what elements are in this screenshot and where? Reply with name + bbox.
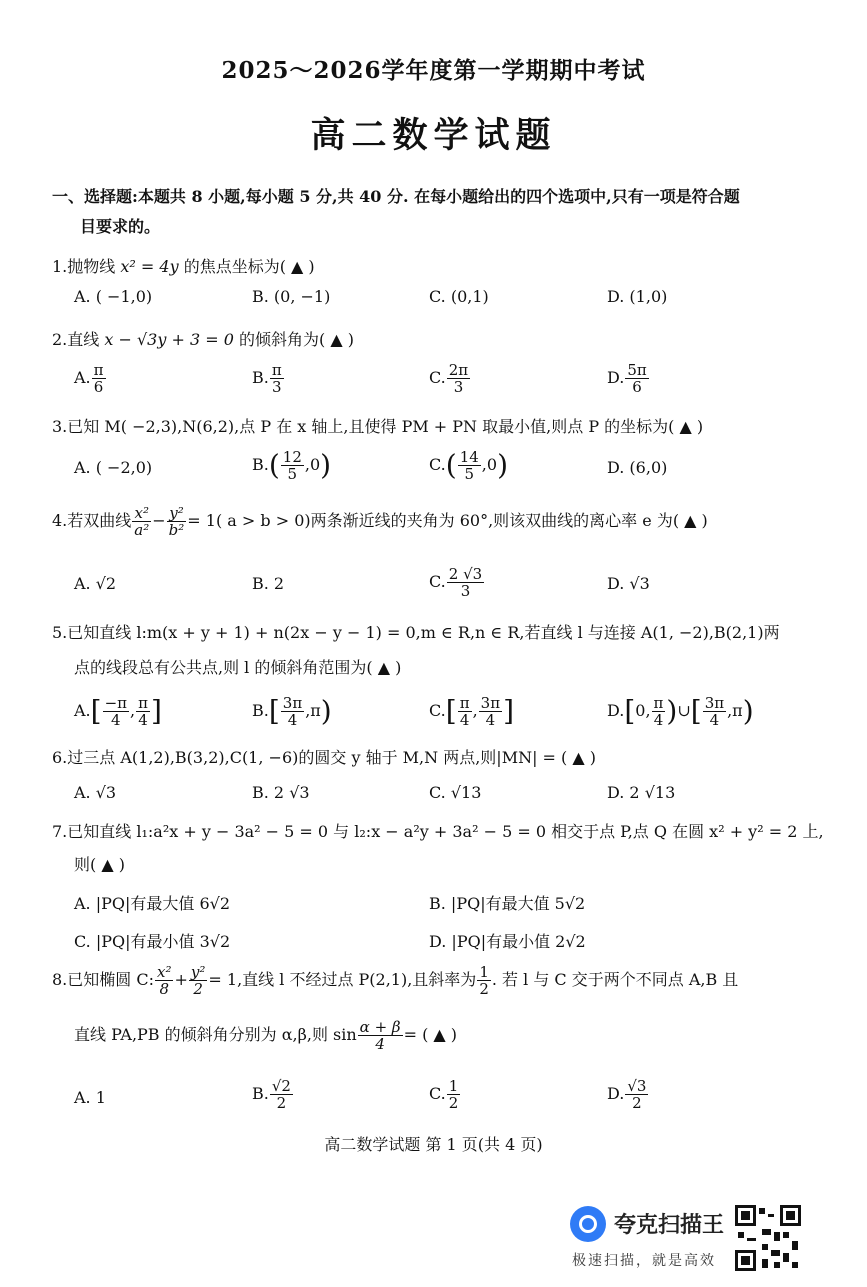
option-a: A. ( −1,0) (74, 287, 153, 306)
option-c: C. (0,1) (429, 287, 489, 306)
brand-slogan: 极速扫描，就是高效 (572, 1253, 716, 1269)
option-a: A. √3 (74, 783, 117, 802)
question-number: 3. (52, 417, 68, 436)
question-5 (52, 620, 780, 643)
question-text: 的焦点坐标为( ▲ ) (183, 257, 315, 276)
exam-title: 2025～2026学年度第一学期期中考试 (221, 57, 646, 84)
option-d: D.[0, $\frac{\pi}{4}$ )∪[ $\frac{3\pi}{4}$ ,π) (607, 694, 754, 729)
section-line-2: 目要求的。 (80, 217, 161, 236)
option-d: D. (6,0) (607, 458, 668, 477)
option-c: C.( $\frac{14}{5}$ ,0) (429, 448, 508, 483)
question-number: 7. (52, 822, 68, 841)
page-footer: 高二数学试题 第 1 页(共 4 页) (324, 1135, 543, 1154)
question-text: = 1( a > b > 0)两条渐近线的夹角为 60°,则该双曲线的离心率 e 为( ▲ ) (187, 511, 708, 530)
question-5-line-2: 点的线段总有公共点,则 l 的倾斜角范围为( ▲ ) (74, 658, 402, 677)
option-d: D. √3 (607, 574, 650, 593)
question-1 (52, 254, 315, 277)
option-d: D. (1,0) (607, 287, 668, 306)
option-c: C. $\frac{1}{2}$ (429, 1077, 459, 1112)
question-2 (52, 327, 354, 350)
option-b: B. |PQ|有最大值 5√2 (429, 894, 586, 913)
question-number: 1. (52, 257, 68, 276)
option-c: C. |PQ|有最小值 3√2 (74, 932, 231, 951)
question-number: 4. (52, 511, 68, 530)
option-a: A. ( −2,0) (74, 458, 153, 477)
question-text: = 1,直线 l 不经过点 P(2,1),且斜率为 (208, 970, 477, 989)
option-b: B. (0, −1) (252, 287, 331, 306)
question-text: 若双曲线 (67, 511, 132, 530)
option-d: D. $\frac{5\pi}{6}$ (607, 361, 647, 396)
question-text: 已知 M( −2,3),N(6,2),点 P 在 x 轴上,且使得 PM + PN 取最小值,则点 P 的坐标为( ▲ ) (67, 417, 704, 436)
equation: x − √3y + 3 = 0 (104, 330, 234, 349)
question-text: 已知直线 l:m(x + y + 1) + n(2x − y − 1) = 0,m ∈ R,n ∈ R,若直线 l 与连接 A(1, −2),B(2,1)两 (67, 623, 780, 642)
section-heading (52, 182, 812, 242)
option-b: B.( $\frac{12}{5}$ ,0) (252, 448, 332, 483)
question-text: 抛物线 (67, 257, 116, 276)
question-text: . 若 l 与 C 交于两个不同点 A,B 且 (491, 970, 739, 989)
question-8: 8.已知椭圆 C: $\frac{\text{x²}}{8}$ + $\frac{\text{y²}}{2}$ = 1,直线 l 不经过点 P(2,1),且斜率为 $\frac{1}{2}$ . 若 l 与 C 交于两个不同点 A,B 且 (52, 963, 739, 998)
question-text: 的倾斜角为( ▲ ) (239, 330, 354, 349)
option-d: D. $\frac{√3}{2}$ (607, 1077, 647, 1112)
option-a: A. |PQ|有最大值 6√2 (74, 894, 231, 913)
option-b: B. $\frac{√2}{2}$ (252, 1077, 291, 1112)
option-b: B.[ $\frac{3\pi}{4}$ ,π) (252, 694, 332, 729)
question-text: 已知椭圆 C: (67, 970, 154, 989)
option-c: C.[ $\frac{\pi}{4}$ , $\frac{3\pi}{4}$ ] (429, 694, 514, 729)
option-a: A.[ $\frac{-\pi}{4}$ , $\frac{\pi}{4}$ ] (74, 694, 162, 729)
equation: x² = 4y (120, 257, 179, 276)
question-number: 2. (52, 330, 68, 349)
option-b: B. $\frac{\pi}{3}$ (252, 361, 282, 396)
question-3 (52, 414, 703, 437)
section-line-1: 一、选择题:本题共 8 小题,每小题 5 分,共 40 分. 在每小题给出的四个选项中,只有一项是符合题 (52, 187, 740, 206)
question-6 (52, 745, 596, 768)
brand-name: 夸克扫描王 (614, 1213, 725, 1238)
qr-code-icon (735, 1205, 801, 1271)
question-7-line-2: 则( ▲ ) (74, 855, 125, 874)
question-7 (52, 819, 824, 842)
option-b: B. 2 (252, 574, 285, 593)
quark-logo-icon (570, 1206, 606, 1242)
option-d: D. 2 √13 (607, 783, 676, 802)
subject-title: 高二数学试题 (310, 115, 557, 156)
option-b: B. 2 √3 (252, 783, 310, 802)
option-a: A. √2 (74, 574, 117, 593)
question-8-line-2: 直线 PA,PB 的倾斜角分别为 α,β,则 sin $\frac{\alpha + \beta}{4}$ = ( ▲ ) (74, 1018, 458, 1053)
question-4: 4.若双曲线 $\frac{\text{x²}}{\text{a²}}$ − $\frac{\text{y²}}{\text{b²}}$ = 1( a > b > 0)两条渐近线的夹角为 60°,则该双曲线的离心率 e 为( ▲ ) (52, 504, 708, 539)
question-text: 过三点 A(1,2),B(3,2),C(1, −6)的圆交 y 轴于 M,N 两点,则|MN| = ( ▲ ) (67, 748, 597, 767)
question-text: 已知直线 l₁:a²x + y − 3a² − 5 = 0 与 l₂:x − a²y + 3a² − 5 = 0 相交于点 P,点 Q 在圆 x² + y² = 2 上, (67, 822, 824, 841)
option-a: A. 1 (74, 1088, 106, 1107)
question-text: 直线 (67, 330, 100, 349)
option-c: C. √13 (429, 783, 482, 802)
option-c: C. $\frac{2\pi}{3}$ (429, 361, 469, 396)
option-a: A. $\frac{\pi}{6}$ (74, 361, 104, 396)
question-number: 5. (52, 623, 68, 642)
option-d: D. |PQ|有最小值 2√2 (429, 932, 586, 951)
question-number: 8. (52, 970, 68, 989)
option-c: C. $\frac{2 √3}{3}$ (429, 565, 483, 600)
question-number: 6. (52, 748, 68, 767)
